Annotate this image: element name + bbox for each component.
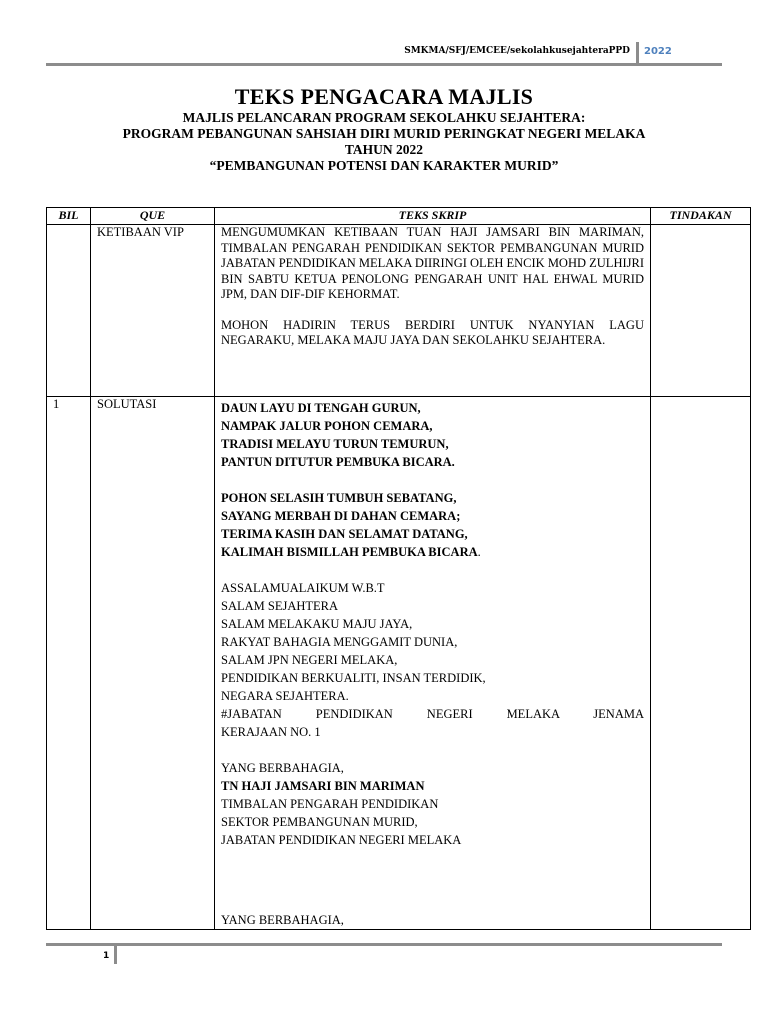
salam-line: NEGARA SEJAHTERA.: [221, 689, 349, 703]
pantun-line: TRADISI MELAYU TURUN TEMURUN,: [221, 437, 449, 451]
header-tindakan: TINDAKAN: [651, 208, 751, 225]
footer-rule: [46, 943, 722, 946]
cell-teks: [215, 397, 651, 930]
salam-line: SALAM MELAKAKU MAJU JAYA,: [221, 617, 413, 631]
header-bil: BIL: [47, 208, 91, 225]
hashtag-line-end: KERAJAAN NO. 1: [221, 725, 321, 739]
cell-teks: [215, 225, 651, 397]
subtitle-line-3: TAHUN 2022: [344, 142, 424, 157]
table-row: [47, 397, 751, 930]
salam-line: ASSALAMUALAIKUM W.B.T: [221, 581, 385, 595]
subtitle-line-1: MAJLIS PELANCARAN PROGRAM SEKOLAHKU SEJAHTERA:: [182, 110, 586, 125]
header-separator: [636, 42, 639, 64]
salam-line: SALAM SEJAHTERA: [221, 599, 339, 613]
pantun-line: TERIMA KASIH DAN SELAMAT DATANG,: [221, 527, 468, 541]
pantun-line-last: [221, 543, 644, 561]
pantun-line: SAYANG MERBAH DI DAHAN CEMARA;: [221, 509, 461, 523]
vip-role-line: JABATAN PENDIDIKAN NEGERI MELAKA: [221, 833, 462, 847]
cell-tindakan: [651, 225, 751, 397]
pantun-line: POHON SELASIH TUMBUH SEBATANG,: [221, 491, 457, 505]
hashtag-line: #JABATAN PENDIDIKAN NEGERI MELAKA JENAMA: [221, 707, 644, 721]
anthem-paragraph: MOHON HADIRIN TERUS BERDIRI UNTUK NYANYIAN LAGU NEGARAKU, MELAKA MAJU JAYA DAN SEKOLAHKU SEJAHTERA.: [221, 317, 644, 347]
vip-role-line: SEKTOR PEMBANGUNAN MURID,: [221, 815, 418, 829]
cell-que: SOLUTASI: [91, 397, 215, 930]
cell-bil: 1: [47, 397, 91, 930]
header-year: 2022: [644, 46, 672, 57]
header-teks-skrip: TEKS SKRIP: [215, 208, 651, 225]
pantun-line-text: KALIMAH BISMILLAH PEMBUKA BICARA: [221, 545, 478, 559]
vip-name: TN HAJI JAMSARI BIN MARIMAN: [221, 779, 425, 793]
greeting-line: YANG BERBAHAGIA,: [221, 913, 344, 927]
salam-line: RAKYAT BAHAGIA MENGGAMIT DUNIA,: [221, 635, 458, 649]
pantun-line: PANTUN DITUTUR PEMBUKA BICARA.: [221, 455, 455, 469]
header-reference: SMKMA/SFJ/EMCEE/sekolahkusejahteraPPD: [404, 46, 630, 56]
subtitle-line-2: PROGRAM PEBANGUNAN SAHSIAH DIRI MURID PERINGKAT NEGERI MELAKA: [122, 126, 646, 141]
script-table: [46, 207, 751, 930]
vip-role-line: TIMBALAN PENGARAH PENDIDIKAN: [221, 797, 439, 811]
cell-tindakan: [651, 397, 751, 930]
table-row: [47, 225, 751, 397]
greeting-line: YANG BERBAHAGIA,: [221, 761, 344, 775]
pantun-period: .: [477, 545, 481, 559]
title-block: [0, 84, 768, 174]
cell-que: KETIBAAN VIP: [91, 225, 215, 397]
salam-line: SALAM JPN NEGERI MELAKA,: [221, 653, 398, 667]
table-header-row: [47, 208, 751, 225]
header-que: QUE: [91, 208, 215, 225]
pantun-line: DAUN LAYU DI TENGAH GURUN,: [221, 401, 421, 415]
cell-bil: [47, 225, 91, 397]
footer-separator: [114, 946, 117, 964]
document-title: TEKS PENGACARA MAJLIS: [234, 84, 534, 109]
header-rule: [46, 63, 722, 66]
pantun-line: NAMPAK JALUR POHON CEMARA,: [221, 419, 433, 433]
salam-line: PENDIDIKAN BERKUALITI, INSAN TERDIDIK,: [221, 671, 486, 685]
announcement-paragraph: MENGUMUMKAN KETIBAAN TUAN HAJI JAMSARI BIN MARIMAN, TIMBALAN PENGARAH PENDIDIKAN SEKTOR PEMBANGUNAN MURID JABATAN PENDIDIKAN MELAKA DIIRINGI OLEH ENCIK MOHD ZULHIJRI BIN SABTU KETUA PENOLONG PENGARAH UNIT HAL EHWAL MURID JPM, DAN DIF-DIF KEHORMAT.: [221, 225, 644, 301]
subtitle-line-4: “PEMBANGUNAN POTENSI DAN KARAKTER MURID”: [209, 158, 559, 173]
page-number: 1: [103, 951, 110, 961]
